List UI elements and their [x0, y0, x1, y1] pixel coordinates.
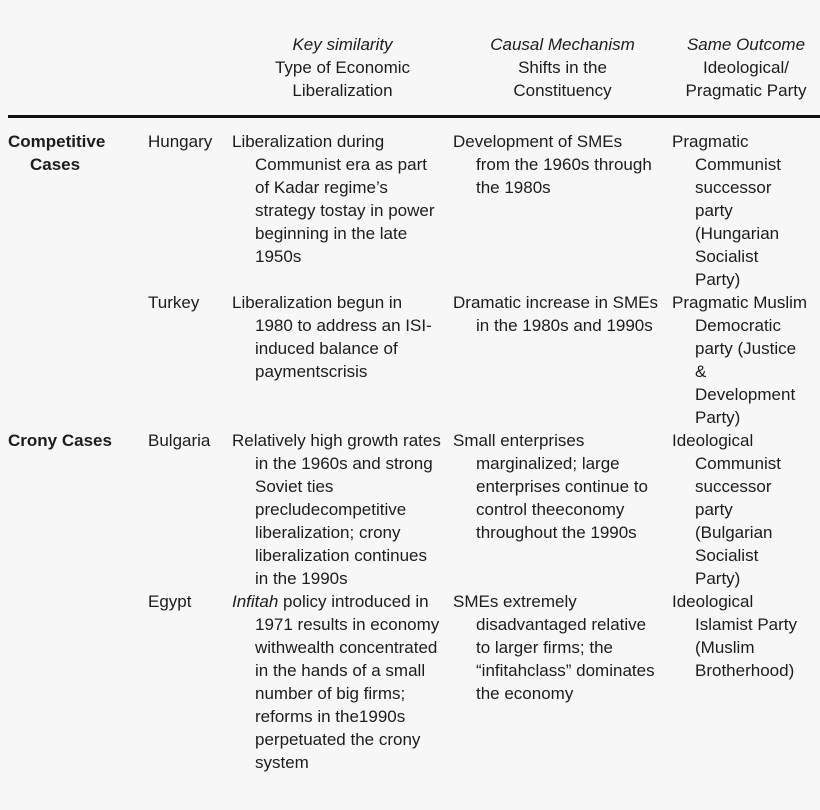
- mechanism-cell: Dramatic increase in SMEs in the 1980s and 1990s: [453, 293, 659, 335]
- header-key-similarity: [232, 33, 453, 117]
- group-label-crony-cases: Crony Cases: [8, 431, 112, 450]
- similarity-cell: [232, 291, 453, 429]
- header-empty-country: [148, 33, 232, 117]
- similarity-cell: [232, 590, 453, 774]
- header-key-similarity-line3: Liberalization: [292, 81, 393, 100]
- similarity-cell: [232, 429, 453, 590]
- table-row-bulgaria: [8, 429, 820, 590]
- outcome-cell: Pragmatic Muslim Democratic party (Justice & Development Party): [672, 293, 808, 427]
- group-label-competitive-cases: Competitive Cases: [8, 132, 106, 174]
- header-same-outcome-italic: Same Outcome: [686, 35, 806, 54]
- mechanism-cell: SMEs extremely disadvantaged relative to larger firms; the “infitahclass” dominates the economy: [453, 592, 655, 703]
- header-causal-mechanism-line3: Constituency: [513, 81, 612, 100]
- similarity-cell: [232, 117, 453, 292]
- header-empty-group: [8, 33, 148, 117]
- country-cell: Egypt: [148, 592, 192, 611]
- mechanism-cell: Small enterprises marginalized; large enterprises continue to control theeconomy throughout the 1990s: [453, 431, 648, 542]
- similarity-text: Liberalization begun in 1980 to address an ISI-induced balance of paymentscrisis: [232, 293, 432, 381]
- similarity-text: Relatively high growth rates in the 1960s and strong Soviet ties precludecompetitive liberalization; crony liberalization continues in the 1990s: [232, 431, 441, 588]
- table-row-hungary: [8, 117, 820, 292]
- header-row: [8, 33, 820, 117]
- header-key-similarity-italic: Key similarity: [292, 35, 393, 54]
- country-cell: Hungary: [148, 132, 213, 151]
- header-same-outcome-line2: Ideological/: [702, 58, 789, 77]
- header-same-outcome-line3: Pragmatic Party: [685, 81, 807, 100]
- country-cell: Turkey: [148, 293, 200, 312]
- country-cell: Bulgaria: [148, 431, 211, 450]
- outcome-cell: Ideological Communist successor party (Bulgarian Socialist Party): [672, 431, 781, 588]
- table-row-egypt: [8, 590, 820, 774]
- similarity-italic-term: Infitah: [232, 592, 279, 611]
- similarity-text: Liberalization during Communist era as part of Kadar regime’s strategy tostay in power beginning in the late 1950s: [232, 132, 435, 266]
- group-label-empty: [8, 590, 148, 774]
- outcome-cell: Ideological Islamist Party (Muslim Brotherhood): [672, 592, 798, 680]
- header-causal-mechanism: [453, 33, 672, 117]
- header-same-outcome: [672, 33, 820, 117]
- similarity-text: policy introduced in 1971 results in economy withwealth concentrated in the hands of a small number of big firms; reforms in the1990s perpetuated the crony system: [255, 592, 440, 772]
- table-row-turkey: [8, 291, 820, 429]
- mechanism-cell: Development of SMEs from the 1960s through the 1980s: [453, 132, 652, 197]
- header-causal-mechanism-italic: Causal Mechanism: [490, 35, 635, 54]
- header-causal-mechanism-line2: Shifts in the: [518, 58, 607, 77]
- outcome-cell: Pragmatic Communist successor party (Hungarian Socialist Party): [672, 132, 781, 289]
- group-label-empty: [8, 291, 148, 429]
- header-key-similarity-line2: Type of Economic: [274, 58, 411, 77]
- comparison-table: [8, 33, 820, 774]
